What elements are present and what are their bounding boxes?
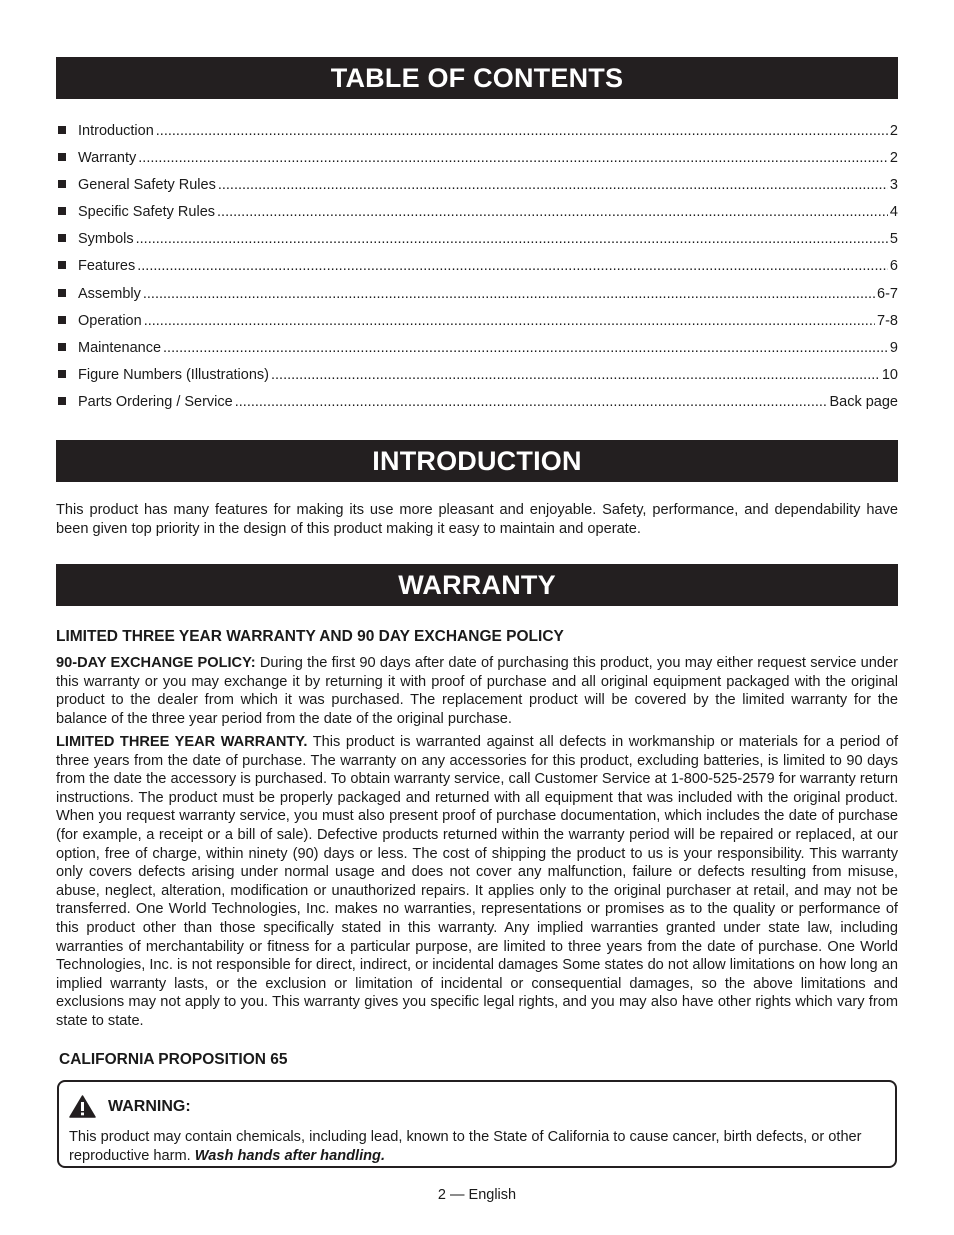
bullet-square-icon [58,289,66,297]
bullet-square-icon [58,153,66,161]
bullet-square-icon [58,343,66,351]
bullet-square-icon [58,261,66,269]
warning-triangle-icon [69,1095,96,1118]
toc-entry-page: 7-8 [877,312,898,329]
toc-entry-page: 3 [889,177,898,194]
bullet-square-icon [58,370,66,378]
limited-warranty-paragraph [56,733,898,1031]
toc-entry-page: 6 [889,258,898,275]
toc-entry-label: Symbols [78,231,134,248]
bullet-square-icon [58,397,66,405]
prop65-heading: CALIFORNIA PROPOSITION 65 [59,1051,288,1068]
limited-warranty-text: This product is warranted against all defects in workmanship or materials for a period of three years from the date of purchase. The warranty on any accessories for this product, excluding batteries, is limited to 90 days from the date the accessory is purchased. To obtain warranty service, call Customer Service at 1-800-525-2579 for warranty return instructions. The product must be properly packaged and returned with all equipment that was included with the original product. When you request warranty service, you must also present proof of purchase documentation, which includes the date of purchase (for example, a receipt or a bill of sale). Defective products returned within the warranty period will be repaired or replaced, at our option, free of charge, within ninety (90) days or less. The cost of shipping the product to us is your responsibility. This warranty only covers defects arising under normal usage and does not cover any malfunction, failure or defects resulting from misuse, abuse, neglect, alteration, modification or unauthorized repairs. It applies only to the original purchaser at retail, and may not be transferred. One World Technologies, Inc. makes no warranties, representations or promises as to the quality or performance of this product other than those specifically stated in this warranty. Any implied warranties granted under state law, including warranties of merchantability or fitness for a particular purpose, are limited to three years from the date of purchase. One World Technologies, Inc. is not responsible for direct, indirect, or incidental damages Some states do not allow limitations on how long an implied warranty lasts, or the exclusion or limitation of incidental or consequential damages, so the above limitations and exclusions may not apply to you. This warranty gives you specific legal rights, and you may also have other rights which vary from state to state. [56,734,898,1029]
toc-entry[interactable] [58,176,898,203]
warning-title [69,1095,191,1118]
toc-entry-page: Back page [829,393,898,410]
bullet-square-icon [58,126,66,134]
toc-entry[interactable] [58,203,898,230]
exchange-policy-text: During the first 90 days after date of purchasing this product, you may either request service under this warranty or you may exchange it by returning it with proof of purchase and all original equipment packaged with the original product to the dealer from which it was purchased. The replacement product will be covered by the limited warranty for the balance of the three year period from the date of the original purchase. [56,655,898,727]
exchange-policy-lead: 90-DAY EXCHANGE POLICY: [56,655,256,671]
toc-entry-label: Operation [78,312,142,329]
introduction-title: INTRODUCTION [56,440,898,482]
toc-entry[interactable] [58,339,898,366]
warning-box [57,1080,897,1168]
toc-entry-label: Maintenance [78,339,162,356]
toc-entry[interactable] [58,366,898,393]
toc-entry-page: 4 [889,204,898,221]
introduction-text: This product has many features for making its use more pleasant and enjoyable. Safety, performance, and dependability have been given top priority in the design of this product making it easy to maintain and operate. [56,502,898,537]
toc-entry-page: 2 [889,123,898,139]
toc-entry[interactable] [58,122,898,149]
toc-list [58,122,898,420]
toc-entry-label: Assembly [78,285,141,302]
toc-entry-label: Specific Safety Rules [78,204,216,221]
warning-label: WARNING: [108,1097,191,1115]
toc-entry-page: 2 [889,150,898,167]
exchange-policy-paragraph [56,654,898,728]
toc-entry-label: Warranty [78,150,137,167]
toc-entry[interactable] [58,149,898,176]
toc-title: TABLE OF CONTENTS [56,57,898,99]
toc-entry-label: General Safety Rules [78,177,216,194]
warranty-title: WARRANTY [56,564,898,606]
bullet-square-icon [58,234,66,242]
toc-entry[interactable] [58,312,898,339]
toc-entry-page: 9 [889,339,898,356]
toc-entry-page: 6-7 [877,285,898,302]
warranty-subheading: LIMITED THREE YEAR WARRANTY AND 90 DAY EXCHANGE POLICY [56,628,564,645]
bullet-square-icon [58,316,66,324]
toc-entry-label: Figure Numbers (Illustrations) [78,366,269,383]
toc-entry-page: 10 [881,366,898,383]
toc-entry-page: 5 [889,231,898,248]
toc-entry[interactable] [58,257,898,284]
warning-body: This product may contain chemicals, including lead, known to the State of California to cause cancer, birth defects, or other reproductive harm. [69,1129,862,1164]
toc-entry[interactable] [58,393,898,420]
toc-entry[interactable] [58,285,898,312]
toc-entry[interactable] [58,230,898,257]
limited-warranty-lead: LIMITED THREE YEAR WARRANTY. [56,734,308,750]
toc-entry-label: Features [78,258,136,275]
bullet-square-icon [58,180,66,188]
bullet-square-icon [58,207,66,215]
warning-emphasis: Wash hands after handling. [194,1148,386,1164]
toc-entry-label: Parts Ordering / Service [78,393,233,410]
page-footer: 2 — English [437,1187,517,1203]
warning-text [69,1128,889,1166]
toc-entry-label: Introduction [78,123,154,139]
